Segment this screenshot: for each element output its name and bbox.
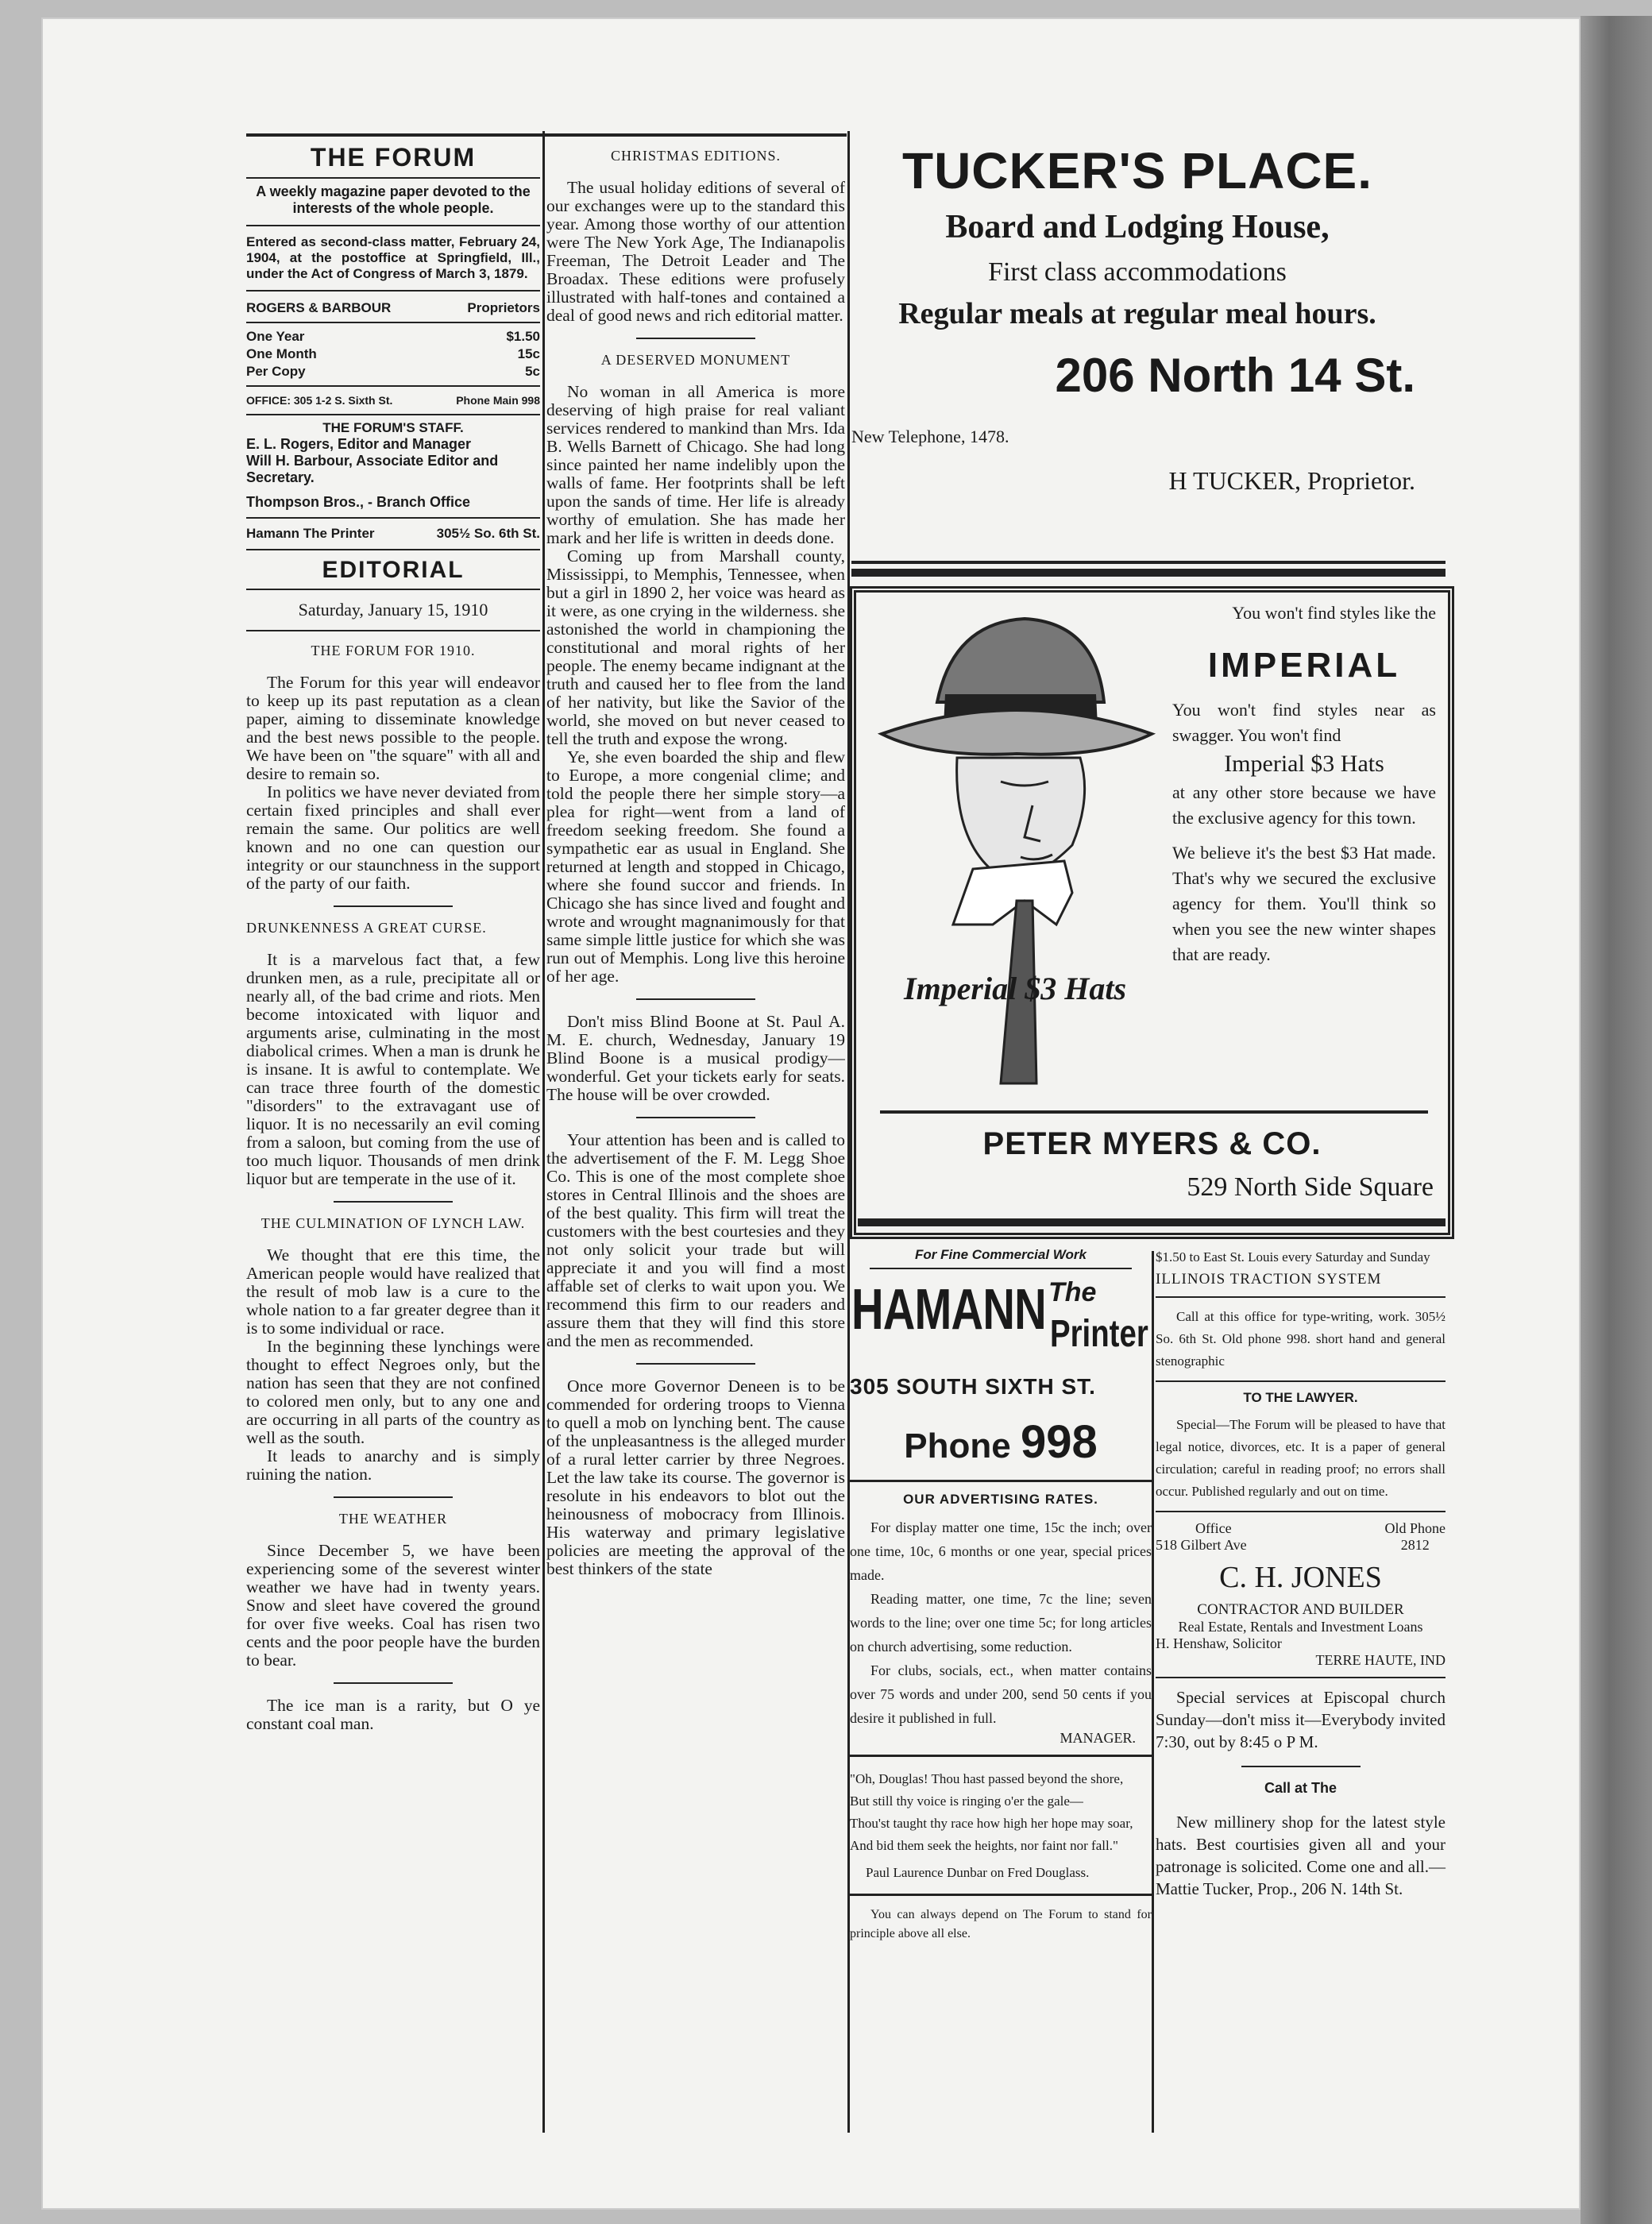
paragraph: The usual holiday editions of several of our exchanges were up to the standard this year. Among those worthy of our attention were The New York Age, The Indianapolis Freeman, The Detroit Leader and The Broadax. These editions were profusely illustrated with half-tones and contained a deal of good news and rich editorial matter. bbox=[546, 178, 845, 325]
myers-line3: at any other store because we have the exclusive agency for this town. bbox=[1172, 782, 1436, 828]
column-rule-3 bbox=[1152, 1251, 1154, 2133]
masthead-title: THE FORUM bbox=[310, 143, 477, 172]
millinery-note: New millinery shop for the latest style hats. Best courtisies given all and your patronage is solicited. Come one and all.—Mattie Tucker, Prop., 206 N. 14th St. bbox=[1156, 1813, 1446, 1898]
episcopal-note: Special services at Episcopal church Sunday—don't miss it—Everybody invited 7:30, out by 8:45 o P M. bbox=[1156, 1688, 1446, 1751]
office-row bbox=[246, 392, 540, 409]
rate-value: 15c bbox=[517, 346, 540, 361]
rates-heading: OUR ADVERTISING RATES. bbox=[903, 1492, 1098, 1507]
hamann-the: The bbox=[1048, 1277, 1097, 1307]
proprietors-label: Proprietors bbox=[467, 300, 540, 315]
rate-row bbox=[246, 328, 540, 346]
myers-line1: You won't find styles like the bbox=[1232, 603, 1436, 623]
headline-lynch-law: THE CULMINATION OF LYNCH LAW. bbox=[261, 1215, 526, 1231]
headline-forum-1910: THE FORUM FOR 1910. bbox=[311, 643, 476, 658]
myers-line2: You won't find styles near as swagger. You won't find bbox=[1172, 700, 1436, 745]
proprietors-name: ROGERS & BARBOUR bbox=[246, 300, 392, 315]
paragraph: Once more Governor Deneen is to be commended for ordering troops to Vienna to quell a mob on lynching bent. The cause of the unpleasantness is the alleged murder of a rural letter carrier by three Negroes. Let the law take its course. The governor is resolute in his endeavors to blot out the heinousness of mobocracy from Illinois. His waterway and primary legislative policies are meeting the approval of the best thinkers of the state bbox=[546, 1376, 845, 1578]
column-3-lower bbox=[850, 1247, 1152, 1944]
poem-line: "Oh, Douglas! Thou hast passed beyond the shore, bbox=[850, 1771, 1124, 1786]
poem-line: And bid them seek the heights, nor faint nor fall." bbox=[850, 1838, 1118, 1853]
paragraph: Ye, she even boarded the ship and flew to Europe, a more congenial clime; and told the people there her simple story—a plea for right—went from a land of freedom seeking freedom. She found a sympathetic ear as usual in England. She returned at length and stopped in Chicago, where she found succor and friends. In Chicago she has since lived and fought and wrote and wrought magnanimously for that same simple little justice for which she was run out of Memphis. Long live this heroine of her age. bbox=[546, 747, 845, 986]
ad-divider-bar bbox=[858, 1218, 1446, 1226]
staff-heading: THE FORUM'S STAFF. bbox=[322, 420, 464, 435]
paragraph: Since December 5, we have been experiencing some of the severest winter weather we have had in twenty years. Snow and sleet have covered the ground for over five weeks. Coal has risen two cents and the poor people have the burden to bear. bbox=[246, 1541, 540, 1670]
headline-monument: A DESERVED MONUMENT bbox=[600, 352, 791, 368]
lawyer-note: Special—The Forum will be pleased to have that legal notice, divorces, etc. It is a paper of general circulation; careful in reading proof; no errors shall occur. Published regularly and out on time. bbox=[1156, 1417, 1446, 1499]
printer-name: Hamann The Printer bbox=[246, 526, 375, 541]
paragraph: It is a marvelous fact that, a few drunken men, as a rule, precipitate all or nearly all, of the bad crime and riots. Men become intoxicated with liquor and arguments arise, culminating in the most diabolical crimes. When a man is drunk he is insane. It is awful to contemplate. We can trace three fourth of the domestic "disorders" to the extravagant use of liquor. It is no necessarily an evil coming from a saloon, but coming from the use of too much liquor. Thousands of men drink liquor but are temperate in the use of it. bbox=[246, 950, 540, 1188]
paragraph: It leads to anarchy and is simply ruining the nation. bbox=[246, 1446, 540, 1484]
rate-label: Per Copy bbox=[246, 364, 306, 379]
tucker-name: TUCKER'S PLACE. bbox=[901, 142, 1373, 199]
tucker-ad bbox=[851, 135, 1423, 496]
jones-name: C. H. JONES bbox=[1219, 1561, 1382, 1594]
myers-ad bbox=[850, 586, 1454, 1239]
jones-line: H. Henshaw, Solicitor bbox=[1156, 1635, 1282, 1651]
rate-row bbox=[246, 346, 540, 363]
paragraph: We thought that ere this time, the American people would have realized that the result of mob law is a cure to the whole nation to a far greater degree than it is to some individual or race. bbox=[246, 1245, 540, 1338]
office-phone: Phone Main 998 bbox=[456, 394, 540, 407]
paragraph: Your attention has been and is called to the advertisement of the F. M. Legg Shoe Co. This is one of the most complete shoe stores in Central Illinois and the shoes are of the best quality. This firm will treat the customers with the best courtesies and they not only solicit your trade but will appreciate it and you will find a most affable set of clerks to wait upon you. We recommend this firm to our readers and assure them that they will find this store and the men as recommended. bbox=[546, 1130, 845, 1350]
traction-note: $1.50 to East St. Louis every Saturday and Sunday bbox=[1156, 1249, 1430, 1265]
office-address: OFFICE: 305 1-2 S. Sixth St. bbox=[246, 394, 393, 407]
call-heading: Call at The bbox=[1264, 1780, 1337, 1796]
rate-label: One Year bbox=[246, 329, 305, 344]
traction-name: ILLINOIS TRACTION SYSTEM bbox=[1156, 1271, 1382, 1288]
column-2 bbox=[546, 141, 845, 2127]
headline-weather: THE WEATHER bbox=[338, 1511, 448, 1527]
myers-line4: We believe it's the best $3 Hat made. That's why we secured the exclusive agency for them. You'll think so when you see the new winter shapes that are ready. bbox=[1172, 843, 1436, 964]
staff-associate: Will H. Barbour, Associate Editor and Secretary. bbox=[246, 453, 499, 485]
staff-editor: E. L. Rogers, Editor and Manager bbox=[246, 436, 472, 452]
section-title: EDITORIAL bbox=[322, 557, 465, 583]
hamann-printer: Printer bbox=[1050, 1313, 1148, 1355]
rates-signature: MANAGER. bbox=[1060, 1730, 1136, 1746]
ad-divider-bar bbox=[851, 569, 1446, 577]
jones-line: TERRE HAUTE, IND bbox=[1315, 1652, 1446, 1668]
paragraph: The ice man is a rarity, but O ye constant coal man. bbox=[246, 1696, 540, 1733]
lawyer-heading: TO THE LAWYER. bbox=[1243, 1390, 1358, 1405]
rate-label: One Month bbox=[246, 346, 317, 361]
column-rule-1 bbox=[542, 131, 545, 2133]
paragraph: The Forum for this year will endeavor to keep up its past reputation as a clean paper, aiming to disseminate knowledge and the best news possible to the people. We have been on "the square" with all and desire to remain so. bbox=[246, 673, 540, 783]
rates-paragraph: For display matter one time, 15c the inch; over one time, 10c, 6 months or one year, special prices made. bbox=[850, 1519, 1152, 1583]
proprietors-row bbox=[246, 299, 540, 317]
masthead-entry: Entered as second-class matter, February 24, 1904, at the postoffice at Springfield, Ill., under the Act of Congress of March 3, 1879. bbox=[246, 234, 540, 281]
masthead-tagline: A weekly magazine paper devoted to the interests of the whole people. bbox=[256, 183, 531, 216]
myers-hats: Imperial $3 Hats bbox=[1224, 751, 1384, 777]
page-edge bbox=[1581, 16, 1652, 2224]
tucker-proprietor: H TUCKER, Proprietor. bbox=[1168, 466, 1415, 495]
myers-copy bbox=[1172, 600, 1436, 967]
myers-firm: PETER MYERS & CO. bbox=[982, 1126, 1322, 1161]
paragraph: No woman in all America is more deserving of high praise for real valiant services rendered to mankind than Mrs. Ida B. Wells Barnett of Chicago. She had long since painted her name indelibly upon the walls of fame. Her footprints shall be left upon the sands of time. Her life is already worthy of emulation. She has made her mark and her life is written in deeds done. bbox=[546, 382, 845, 547]
printer-address: 305½ So. 6th St. bbox=[436, 526, 540, 541]
hamann-name: HAMANN bbox=[851, 1278, 1046, 1342]
typing-note: Call at this office for type-writing, work. 305½ So. 6th St. Old phone 998. short hand and general stenographic bbox=[1156, 1309, 1446, 1369]
hamann-address: 305 SOUTH SIXTH ST. bbox=[850, 1374, 1096, 1399]
old-phone: 2812 bbox=[1400, 1537, 1430, 1553]
poem-line: But still thy voice is ringing o'er the gale— bbox=[850, 1793, 1083, 1809]
paragraph: Coming up from Marshall county, Mississippi, to Memphis, Tennessee, when but a girl in 1890 2, her voice was heard as it were, as one crying in the wilderness. she astonished the world in championing the constitutional and moral rights of her people. The enemy became indignant at the truth and caused her to flee from the land of her nativity, but like the Savior of the world, she moved on but never ceased to tell the truth and expose the wrong. bbox=[546, 546, 845, 748]
paragraph: In politics we have never deviated from certain fixed principles and shall ever remain the same. Our politics are well known and no one can question our integrity or our staunchness in the support of the party of our faith. bbox=[246, 782, 540, 893]
jones-line: CONTRACTOR AND BUILDER bbox=[1197, 1601, 1404, 1618]
tucker-phone: New Telephone, 1478. bbox=[851, 427, 1009, 446]
office-address: 518 Gilbert Ave bbox=[1156, 1537, 1247, 1553]
rate-value: $1.50 bbox=[506, 329, 540, 344]
myers-rule bbox=[880, 1110, 1428, 1114]
poem-line: Thou'st taught thy race how high her hope may soar, bbox=[850, 1816, 1133, 1831]
headline-christmas: CHRISTMAS EDITIONS. bbox=[610, 148, 781, 164]
hamann-phone bbox=[850, 1415, 1152, 1469]
paragraph: Don't miss Blind Boone at St. Paul A. M. E. church, Wednesday, January 19 Blind Boone is a musical prodigy—wonderful. Get your tickets early for seats. The house will be over crowded. bbox=[546, 1012, 845, 1104]
rate-value: 5c bbox=[525, 364, 540, 379]
rates-paragraph: Reading matter, one time, 7c the line; seven words to the line; over one time 5c; for long articles on church advertising, some reduction. bbox=[850, 1591, 1152, 1654]
column-1 bbox=[246, 137, 540, 1733]
tucker-line1: Board and Lodging House, bbox=[945, 209, 1330, 245]
ad-divider bbox=[851, 561, 1446, 564]
hat-caption: Imperial $3 Hats bbox=[904, 971, 1127, 1006]
hamann-phone-label: Phone bbox=[904, 1427, 1011, 1465]
tucker-line3: Regular meals at regular meal hours. bbox=[898, 297, 1376, 330]
rate-row bbox=[246, 363, 540, 380]
paragraph: In the beginning these lynchings were thought to effect Negroes only, but the nation has seen that they are not confined to colored men only, but to any one and are occurring in all parts of the country as well as the south. bbox=[246, 1337, 540, 1447]
myers-address: 529 North Side Square bbox=[1187, 1172, 1434, 1202]
issue-date: Saturday, January 15, 1910 bbox=[298, 600, 488, 620]
old-phone-label: Old Phone bbox=[1384, 1520, 1446, 1536]
myers-brand: IMPERIAL bbox=[1207, 646, 1401, 685]
branch-office: Thompson Bros., - Branch Office bbox=[246, 494, 471, 510]
tucker-line2: First class accommodations bbox=[988, 257, 1287, 287]
hamann-logo bbox=[850, 1277, 1152, 1357]
hat-illustration bbox=[866, 607, 1168, 1091]
office-label: Office bbox=[1195, 1520, 1232, 1536]
hamann-tag: For Fine Commercial Work bbox=[914, 1247, 1087, 1262]
forum-note: You can always depend on The Forum to stand for principle above all else. bbox=[850, 1908, 1152, 1940]
headline-drunkenness: DRUNKENNESS A GREAT CURSE. bbox=[246, 920, 487, 936]
rates-paragraph: For clubs, socials, ect., when matter contains over 75 words and under 200, send 50 cents if you desire it published in full. bbox=[850, 1662, 1152, 1726]
jones-contact bbox=[1156, 1520, 1446, 1554]
hamann-phone-number: 998 bbox=[1020, 1416, 1098, 1468]
column-4-lower bbox=[1156, 1247, 1446, 1900]
jones-line: Real Estate, Rentals and Investment Loans bbox=[1178, 1619, 1423, 1635]
tucker-address: 206 North 14 St. bbox=[1055, 349, 1415, 402]
poem-attribution: Paul Laurence Dunbar on Fred Douglass. bbox=[866, 1865, 1090, 1880]
poem bbox=[850, 1768, 1152, 1884]
printer-row bbox=[246, 525, 540, 542]
